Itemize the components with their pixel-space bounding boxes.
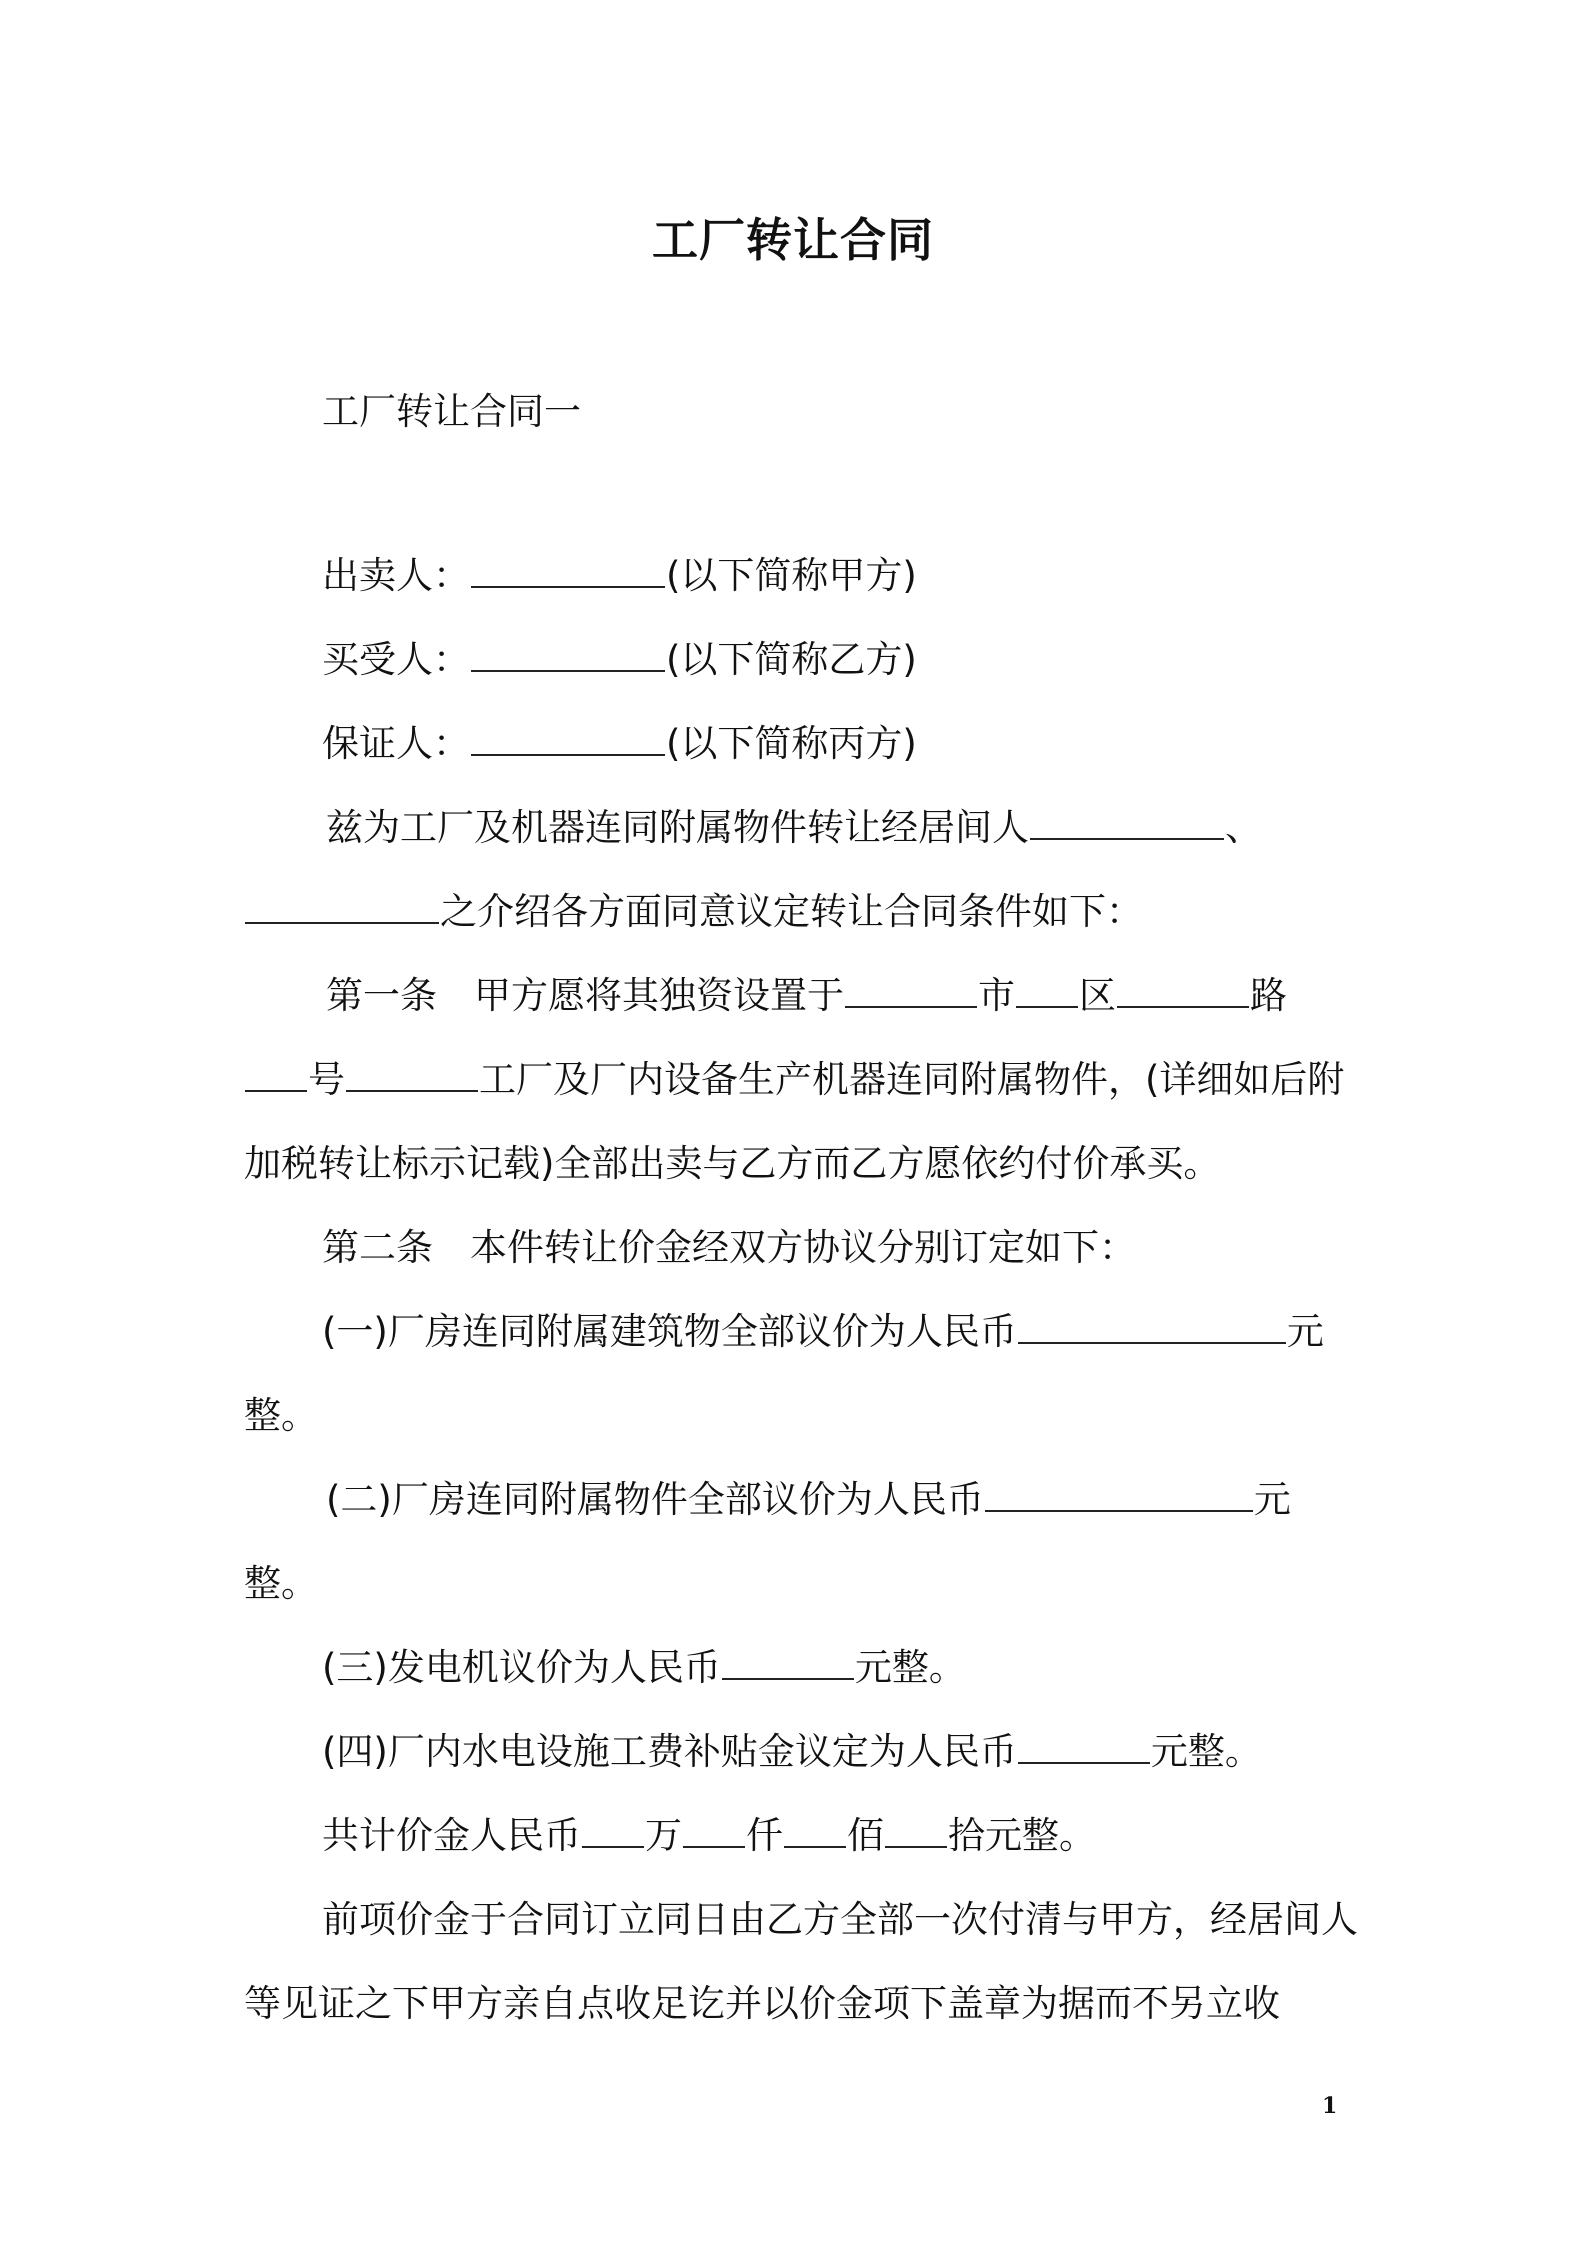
article1-line-2 xyxy=(244,1052,1344,1108)
payment-line-2: 等见证之下甲方亲自点收足讫并以价金项下盖章为据而不另立收 xyxy=(244,1982,1280,2025)
seller-label: 出卖人： xyxy=(322,554,470,597)
total-wan-blank xyxy=(582,1810,644,1848)
guarantor-line xyxy=(322,716,917,772)
article2-total-shi: 拾元整。 xyxy=(948,1814,1096,1857)
intermediary-blank-1 xyxy=(1030,802,1224,840)
total-shi-blank xyxy=(885,1810,947,1848)
article2-item2-text: (二)厂房连同附属物件全部议价为人民币 xyxy=(326,1478,984,1521)
article1-road: 路 xyxy=(1250,974,1287,1017)
article2-item1-unit: 元 xyxy=(1286,1310,1324,1353)
article2-item4-tail: 元整。 xyxy=(1150,1730,1262,1773)
article2-item4-blank xyxy=(1018,1726,1150,1764)
intro-text-1: 兹为工厂及机器连同附属物件转让经居间人 xyxy=(326,806,1029,849)
payment-line-1: 前项价金于合同订立同日由乙方全部一次付清与甲方，经居间人 xyxy=(322,1898,1358,1941)
document-title: 工厂转让合同 xyxy=(652,213,934,267)
article2-item2-blank xyxy=(985,1474,1253,1512)
buyer-line xyxy=(322,632,917,688)
guarantor-suffix: (以下简称丙方) xyxy=(666,722,917,765)
article1-number: 号 xyxy=(308,1058,345,1101)
total-bai-blank xyxy=(784,1810,846,1848)
article1-line-1 xyxy=(326,968,1287,1024)
guarantor-label: 保证人： xyxy=(322,722,470,765)
buyer-label: 买受人： xyxy=(322,638,470,681)
article2-item3-line xyxy=(322,1640,966,1696)
article2-item2-line xyxy=(326,1472,1291,1528)
article1-district: 区 xyxy=(1079,974,1116,1017)
page-number: 1 xyxy=(1322,2093,1338,2119)
intermediary-blank-2 xyxy=(245,886,439,924)
article2-item1-tail: 整。 xyxy=(244,1394,318,1437)
intro-separator: 、 xyxy=(1225,806,1262,849)
article2-total-qian: 仟 xyxy=(746,1814,783,1857)
article2-heading: 第二条 本件转让价金经双方协议分别订定如下： xyxy=(322,1226,1136,1269)
article1-text-2: 工厂及厂内设备生产机器连同附属物件，(详细如后附 xyxy=(479,1058,1345,1101)
article2-item3-tail: 元整。 xyxy=(854,1646,966,1689)
article1-blank-4 xyxy=(245,1054,307,1092)
article2-total-wan: 万 xyxy=(645,1814,682,1857)
article2-item3-blank xyxy=(722,1642,854,1680)
article2-item4-text: (四)厂内水电设施工费补贴金议定为人民币 xyxy=(322,1730,1017,1773)
buyer-blank xyxy=(471,634,665,672)
article2-total-bai: 佰 xyxy=(847,1814,884,1857)
guarantor-blank xyxy=(471,718,665,756)
article2-total-line xyxy=(322,1808,1096,1864)
article2-item1-line xyxy=(322,1304,1324,1360)
article2-item2-tail: 整。 xyxy=(244,1562,318,1605)
section-subtitle: 工厂转让合同一 xyxy=(322,390,581,433)
total-qian-blank xyxy=(683,1810,745,1848)
seller-line xyxy=(322,548,917,604)
article2-item3-text: (三)发电机议价为人民币 xyxy=(322,1646,721,1689)
article2-total-prefix: 共计价金人民币 xyxy=(322,1814,581,1857)
article2-item1-text: (一)厂房连同附属建筑物全部议价为人民币 xyxy=(322,1310,1017,1353)
buyer-suffix: (以下简称乙方) xyxy=(666,638,917,681)
article2-item2-unit: 元 xyxy=(1253,1478,1291,1521)
article1-blank-3 xyxy=(1117,970,1249,1008)
intro-line-1 xyxy=(326,800,1262,856)
intro-text-2: 之介绍各方面同意议定转让合同条件如下： xyxy=(440,890,1143,933)
article1-blank-5 xyxy=(346,1054,478,1092)
article1-line-3: 加税转让标示记载)全部出卖与乙方而乙方愿依约付价承买。 xyxy=(244,1142,1221,1185)
article2-item1-blank xyxy=(1018,1306,1286,1344)
intro-line-2 xyxy=(244,884,1143,940)
article1-city: 市 xyxy=(978,974,1015,1017)
seller-suffix: (以下简称甲方) xyxy=(666,554,917,597)
article1-blank-1 xyxy=(845,970,977,1008)
seller-blank xyxy=(471,550,665,588)
article1-blank-2 xyxy=(1016,970,1078,1008)
article2-item4-line xyxy=(322,1724,1262,1780)
article1-prefix: 第一条 甲方愿将其独资设置于 xyxy=(326,974,844,1017)
